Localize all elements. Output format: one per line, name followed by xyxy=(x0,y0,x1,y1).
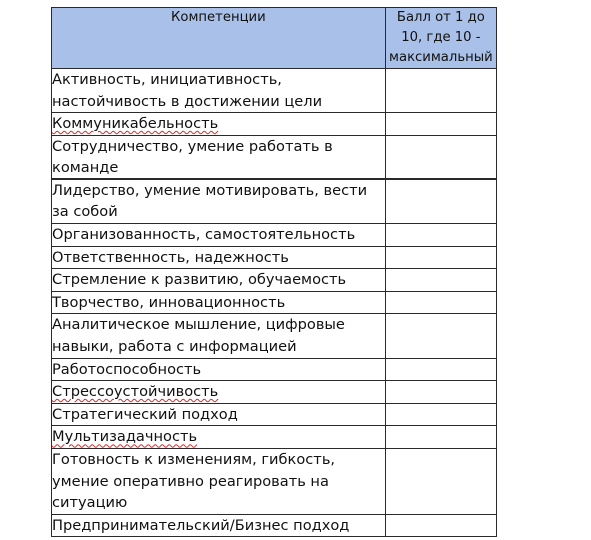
table-row xyxy=(52,358,497,381)
competency-organization: Организованность, самостоятельность xyxy=(52,223,386,246)
score-cell[interactable] xyxy=(385,426,496,449)
competency-stress-resistance-text: Стрессоустойчивость xyxy=(52,383,219,401)
competency-creativity: Творчество, инновационность xyxy=(52,291,386,314)
header-competencies: Компетенции xyxy=(52,8,386,69)
table-row xyxy=(52,403,497,426)
header-score: Балл от 1 до 10, где 10 - максимальный xyxy=(385,8,496,69)
score-cell[interactable] xyxy=(385,269,496,292)
competency-strategic: Стратегический подход xyxy=(52,403,386,426)
competency-analytical: Аналитическое мышление, цифровые навыки, работа с информацией xyxy=(52,314,386,358)
table-row xyxy=(52,291,497,314)
table-row xyxy=(52,223,497,246)
table-header-row xyxy=(52,8,497,69)
score-cell[interactable] xyxy=(385,403,496,426)
competency-teamwork: Сотрудничество, умение работать в команде xyxy=(52,135,386,179)
table-row xyxy=(52,381,497,404)
competency-stress-resistance xyxy=(52,381,386,404)
score-cell[interactable] xyxy=(385,448,496,514)
table-row xyxy=(52,113,497,136)
score-cell[interactable] xyxy=(385,246,496,269)
score-cell[interactable] xyxy=(385,223,496,246)
table-row xyxy=(52,514,497,537)
competency-multitasking-text: Мультизадачность xyxy=(52,428,198,446)
score-cell[interactable] xyxy=(385,358,496,381)
score-cell[interactable] xyxy=(385,514,496,537)
table-row xyxy=(52,179,497,224)
score-cell[interactable] xyxy=(385,314,496,358)
competency-business: Предпринимательский/Бизнес подход xyxy=(52,514,386,537)
competency-communication-text: Коммуникабельность xyxy=(52,115,219,133)
competency-activity: Активность, инициативность, настойчивость в достижении цели xyxy=(52,69,386,113)
competency-communication xyxy=(52,113,386,136)
table-row xyxy=(52,246,497,269)
table-row xyxy=(52,314,497,358)
score-cell[interactable] xyxy=(385,291,496,314)
table-row xyxy=(52,135,497,179)
score-cell[interactable] xyxy=(385,381,496,404)
competency-work-capacity: Работоспособность xyxy=(52,358,386,381)
score-cell[interactable] xyxy=(385,135,496,179)
competency-leadership: Лидерство, умение мотивировать, вести за собой xyxy=(52,179,386,224)
table-row xyxy=(52,426,497,449)
table-row xyxy=(52,69,497,113)
competency-rating-table xyxy=(51,7,497,537)
competency-multitasking xyxy=(52,426,386,449)
competency-responsibility: Ответственность, надежность xyxy=(52,246,386,269)
table-row xyxy=(52,269,497,292)
table-row xyxy=(52,448,497,514)
competency-flexibility: Готовность к изменениям, гибкость, умение оперативно реагировать на ситуацию xyxy=(52,448,386,514)
score-cell[interactable] xyxy=(385,69,496,113)
score-cell[interactable] xyxy=(385,179,496,224)
competency-development: Стремление к развитию, обучаемость xyxy=(52,269,386,292)
score-cell[interactable] xyxy=(385,113,496,136)
